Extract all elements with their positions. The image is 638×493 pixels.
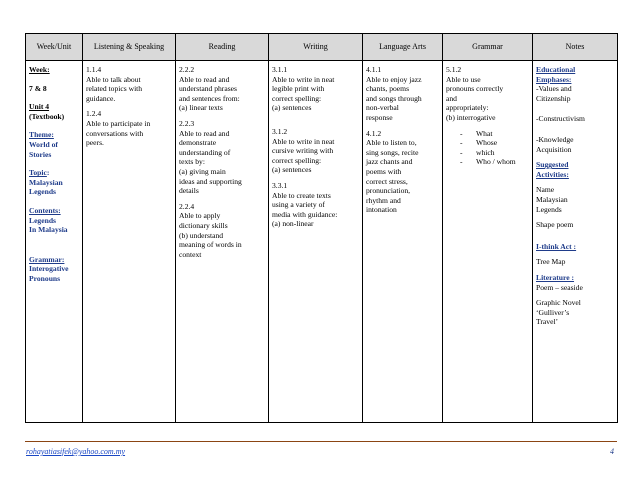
educational-emphases-heading: Emphases: bbox=[536, 74, 572, 84]
language-arts-b-line: intonation bbox=[366, 205, 397, 215]
header-week-unit: Week/Unit bbox=[26, 34, 83, 61]
language-arts-a-line: and songs through bbox=[366, 93, 422, 103]
listening-cell bbox=[83, 61, 176, 423]
language-arts-a-code: 4.1.1 bbox=[366, 65, 382, 74]
listening-b-line: peers. bbox=[86, 138, 104, 148]
contents-value-2: In Malaysia bbox=[29, 225, 68, 235]
topic-value-2: Legends bbox=[29, 187, 57, 197]
writing-b-line: (a) sentences bbox=[272, 165, 312, 175]
literature-heading: Literature : bbox=[536, 272, 575, 282]
theme-value-2: Stories bbox=[29, 149, 52, 159]
unit-label: Unit 4 bbox=[29, 102, 50, 112]
writing-c-line: (a) non-linear bbox=[272, 219, 314, 229]
language-arts-b-code: 4.1.2 bbox=[366, 128, 382, 138]
language-arts-b-line: Able to listen to, bbox=[366, 138, 417, 148]
emphasis-item: -Values and bbox=[536, 84, 572, 94]
contents-value-1: Legends bbox=[29, 215, 57, 225]
grammar-value-2: Pronouns bbox=[29, 273, 61, 283]
language-arts-a-line: non-verbal bbox=[366, 103, 399, 113]
reading-c-line: context bbox=[179, 249, 202, 259]
grammar-code: 5.1.2 bbox=[446, 65, 462, 74]
week-value: 7 & 8 bbox=[29, 83, 47, 93]
listening-a-line: related topics with bbox=[86, 84, 143, 94]
writing-a-line: legible print with bbox=[272, 84, 325, 94]
writing-c-line: using a variety of bbox=[272, 200, 325, 210]
literature-item: Poem – seaside bbox=[536, 282, 583, 292]
interrogative-item: - which bbox=[460, 148, 529, 158]
emphasis-item: Citizenship bbox=[536, 93, 571, 103]
writing-a-code: 3.1.1 bbox=[272, 65, 288, 74]
emphasis-item: -Constructivism bbox=[536, 114, 585, 124]
writing-a-line: Able to write in neat bbox=[272, 74, 335, 84]
grammar-cell bbox=[443, 61, 533, 423]
reading-b-line: Able to read and bbox=[179, 128, 230, 138]
reading-b-line: (a) giving main bbox=[179, 166, 226, 176]
grammar-line: pronouns correctly bbox=[446, 84, 504, 94]
header-language-arts: Language Arts bbox=[363, 34, 443, 61]
emphasis-item: Acquisition bbox=[536, 144, 572, 154]
reading-c-line: Able to apply bbox=[179, 211, 221, 221]
activity-item: Legends bbox=[536, 204, 562, 214]
language-arts-b-line: jazz chants and bbox=[366, 157, 413, 167]
writing-c-line: Able to create texts bbox=[272, 190, 331, 200]
header-listening-speaking: Listening & Speaking bbox=[83, 34, 176, 61]
interrogative-list bbox=[446, 129, 529, 167]
educational-emphases-heading: Educational bbox=[536, 65, 576, 74]
literature-item: Travel’ bbox=[536, 317, 559, 327]
activity-item: Shape poem bbox=[536, 220, 574, 230]
ithink-heading: I-think Act : bbox=[536, 241, 577, 251]
language-arts-b-line: poems with bbox=[366, 166, 402, 176]
reading-c-line: meaning of words in bbox=[179, 240, 242, 250]
suggested-activities-heading: Activities: bbox=[536, 169, 569, 179]
topic-colon: : bbox=[46, 168, 50, 178]
notes-cell bbox=[533, 61, 618, 423]
grammar-line: appropriately: bbox=[446, 103, 489, 113]
topic-line bbox=[29, 168, 79, 178]
grammar-value-1: Interogative bbox=[29, 264, 69, 274]
reading-a-code: 2.2.2 bbox=[179, 65, 195, 74]
reading-b-code: 2.2.3 bbox=[179, 118, 195, 128]
reading-a-line: understand phrases bbox=[179, 84, 237, 94]
writing-b-line: Able to write in neat bbox=[272, 136, 335, 146]
header-row bbox=[26, 34, 618, 61]
header-notes: Notes bbox=[533, 34, 618, 61]
writing-c-line: media with guidance: bbox=[272, 209, 338, 219]
listening-b-line: conversations with bbox=[86, 128, 144, 138]
listening-a-line: Able to talk about bbox=[86, 74, 141, 84]
writing-c-code: 3.3.1 bbox=[272, 180, 288, 190]
theme-value-1: World of bbox=[29, 139, 58, 149]
reading-c-code: 2.2.4 bbox=[179, 201, 195, 211]
header-writing: Writing bbox=[269, 34, 363, 61]
reading-b-line: understanding of bbox=[179, 147, 231, 157]
header-reading: Reading bbox=[176, 34, 269, 61]
grammar-line: and bbox=[446, 93, 457, 103]
content-row bbox=[26, 61, 618, 423]
reading-b-line: texts by: bbox=[179, 157, 205, 167]
topic-value-1: Malaysian bbox=[29, 177, 63, 187]
activity-item: Tree Map bbox=[536, 257, 566, 267]
reading-b-line: ideas and supporting bbox=[179, 176, 242, 186]
grammar-line: Able to use bbox=[446, 74, 481, 84]
listening-b-line: Able to participate in bbox=[86, 118, 151, 128]
literature-item: ‘Gulliver’s bbox=[536, 307, 570, 317]
footer-email-link[interactable]: rohayatiasifek@yahoo.com.my bbox=[26, 447, 126, 456]
unit-sub: (Textbook) bbox=[29, 111, 65, 121]
writing-b-code: 3.1.2 bbox=[272, 126, 288, 136]
interrogative-item: - What bbox=[460, 129, 529, 139]
language-arts-b-line: sing songs, recite bbox=[366, 147, 419, 157]
grammar-line: (b) interrogative bbox=[446, 112, 496, 122]
language-arts-cell bbox=[363, 61, 443, 423]
contents-label: Contents: bbox=[29, 205, 61, 215]
language-arts-a-line: response bbox=[366, 112, 393, 122]
reading-b-line: details bbox=[179, 186, 199, 196]
week-label: Week: bbox=[29, 65, 50, 74]
language-arts-a-line: chants, poems bbox=[366, 84, 410, 94]
reading-c-line: dictionary skills bbox=[179, 220, 228, 230]
activity-item: Name bbox=[536, 185, 555, 195]
emphasis-item: -Knowledge bbox=[536, 134, 574, 144]
writing-a-line: (a) sentences bbox=[272, 103, 312, 113]
page-number: 4 bbox=[610, 447, 614, 456]
language-arts-b-line: pronunciation, bbox=[366, 186, 411, 196]
writing-b-line: correct spelling: bbox=[272, 155, 322, 165]
topic-label: Topic bbox=[29, 168, 47, 178]
interrogative-item: - Who / whom bbox=[460, 157, 529, 167]
activity-item: Malaysian bbox=[536, 194, 568, 204]
reading-c-line: (b) understand bbox=[179, 230, 224, 240]
footer-divider bbox=[25, 441, 617, 442]
reading-cell bbox=[176, 61, 269, 423]
language-arts-a-line: Able to enjoy jazz bbox=[366, 74, 422, 84]
listening-a-code: 1.1.4 bbox=[86, 65, 102, 74]
header-grammar: Grammar bbox=[443, 34, 533, 61]
language-arts-b-line: correct stress, bbox=[366, 176, 408, 186]
week-unit-cell bbox=[26, 61, 83, 423]
writing-b-line: cursive writing with bbox=[272, 146, 334, 156]
lesson-plan-table bbox=[25, 33, 618, 423]
writing-a-line: correct spelling: bbox=[272, 93, 322, 103]
grammar-label: Grammar: bbox=[29, 254, 65, 264]
suggested-activities-heading: Suggested bbox=[536, 160, 569, 170]
reading-a-line: and sentences from: bbox=[179, 93, 240, 103]
reading-a-line: (a) linear texts bbox=[179, 103, 223, 113]
literature-item: Graphic Novel bbox=[536, 298, 581, 308]
writing-cell bbox=[269, 61, 363, 423]
listening-b-code: 1.2.4 bbox=[86, 109, 102, 119]
listening-a-line: guidance. bbox=[86, 93, 116, 103]
reading-a-line: Able to read and bbox=[179, 74, 230, 84]
reading-b-line: demonstrate bbox=[179, 138, 217, 148]
language-arts-b-line: rhythm and bbox=[366, 195, 401, 205]
theme-label: Theme: bbox=[29, 130, 54, 140]
interrogative-item: - Whose bbox=[460, 138, 529, 148]
